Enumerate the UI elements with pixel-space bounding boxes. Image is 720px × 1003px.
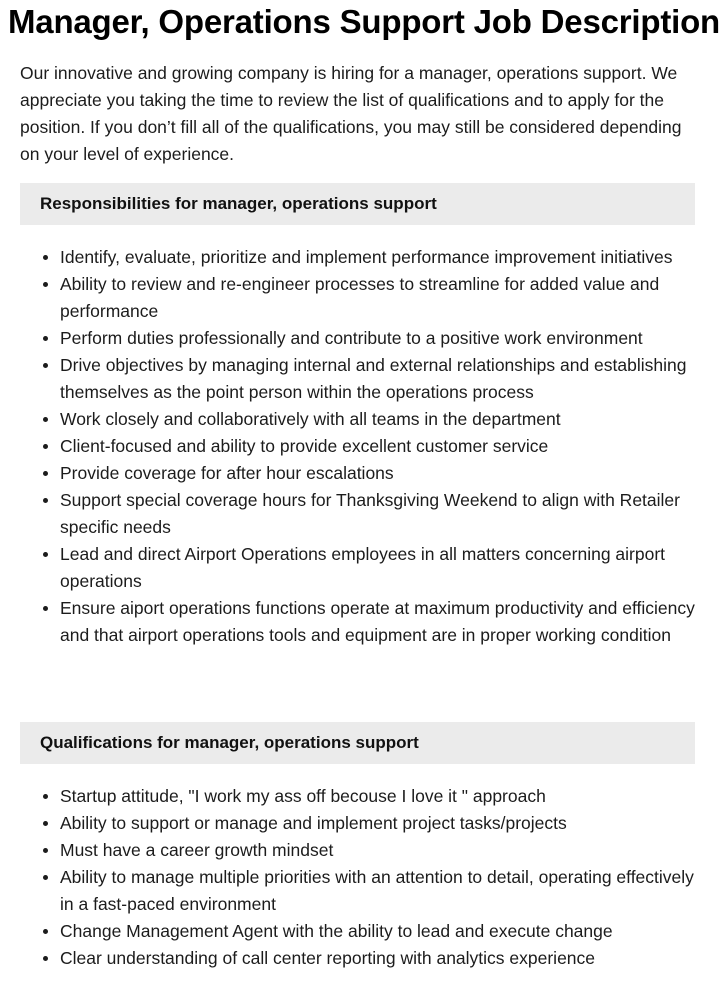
qualifications-list [20, 783, 700, 972]
list-item: Client-focused and ability to provide excellent customer service [60, 433, 700, 460]
qualifications-header [20, 722, 695, 764]
list-item: Ability to review and re-engineer processes to streamline for added value and performance [60, 271, 700, 325]
list-item: Drive objectives by managing internal and external relationships and establishing themselves as the point person within the operations process [60, 352, 700, 406]
list-item: Clear understanding of call center reporting with analytics experience [60, 945, 700, 972]
list-item: Provide coverage for after hour escalations [60, 460, 700, 487]
qualifications-heading: Qualifications for manager, operations support [40, 733, 419, 752]
responsibilities-heading: Responsibilities for manager, operations support [40, 194, 437, 213]
list-item: Lead and direct Airport Operations employees in all matters concerning airport operations [60, 541, 700, 595]
page-title: Manager, Operations Support Job Description [8, 3, 720, 40]
list-item: Perform duties professionally and contribute to a positive work environment [60, 325, 700, 352]
list-item: Change Management Agent with the ability to lead and execute change [60, 918, 700, 945]
list-item: Identify, evaluate, prioritize and implement performance improvement initiatives [60, 244, 700, 271]
responsibilities-header [20, 183, 695, 225]
list-item: Must have a career growth mindset [60, 837, 700, 864]
list-item: Startup attitude, "I work my ass off becouse I love it " approach [60, 783, 700, 810]
list-item: Ability to manage multiple priorities with an attention to detail, operating effectively in a fast-paced environment [60, 864, 700, 918]
list-item: Ensure aiport operations functions operate at maximum productivity and efficiency and that airport operations tools and equipment are in proper working condition [60, 595, 700, 649]
list-item: Support special coverage hours for Thanksgiving Weekend to align with Retailer specific needs [60, 487, 700, 541]
responsibilities-list [20, 244, 700, 649]
list-item: Work closely and collaboratively with all teams in the department [60, 406, 700, 433]
list-item: Ability to support or manage and implement project tasks/projects [60, 810, 700, 837]
intro-paragraph: Our innovative and growing company is hiring for a manager, operations support. We appreciate you taking the time to review the list of qualifications and to apply for the position. If you don’t fill all of the qualifications, you may still be considered depending on your level of experience. [20, 63, 682, 164]
